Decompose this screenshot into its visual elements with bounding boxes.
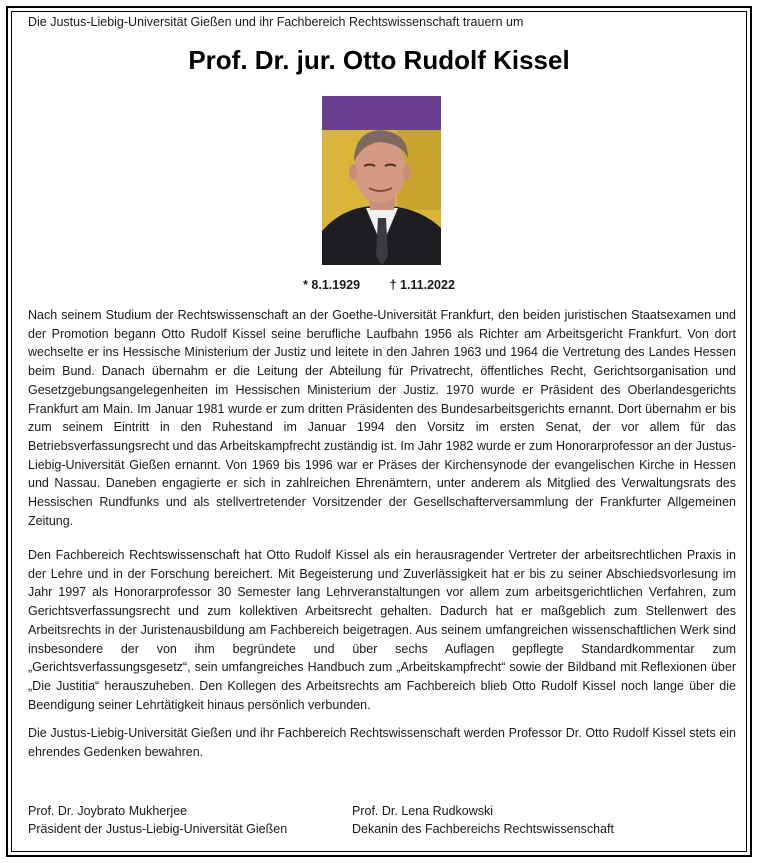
signature-dean xyxy=(352,802,614,838)
birth-date: * 8.1.1929 xyxy=(303,278,361,292)
life-dates xyxy=(0,278,758,292)
signature-president xyxy=(28,802,287,838)
signature-role: Präsident der Justus-Liebig-Universität Gießen xyxy=(28,822,288,836)
biography-paragraph: Nach seinem Studium der Rechtswissenschaft an der Goethe-Universität Frankfurt, den beiden juristischen Staatsexamen und der Promotion begann Otto Rudolf Kissel seine berufliche Laufbahn 1956 als Richter am Arbeitsgericht Frankfurt. Von dort wechselte er ins Hessische Ministerium der Justiz und leitete in den Jahren 1963 und 1964 die Vertretung des Landes Hessen beim Bund. Danach übernahm er die Leitung der Abteilung für Privatrecht, öffentliches Recht, Gerichtsorganisation und Gesetzgebungsangelegenheiten im Hessischen Ministerium der Justiz. 1970 wurde er Präsident des Oberlandesgerichts Frankfurt am Main. Im Januar 1981 wurde er zum dritten Präsidenten des Bundesarbeitsgerichts ernannt. Dort übernahm er bis zum seinem Eintritt in den Ruhestand im Januar 1994 den Vorsitz im ersten Senat, der vor allem für das Betriebsverfassungsrecht und das Arbeitskampfrecht zuständig ist. Im Jahr 1982 wurde er zum Honorarprofessor an der Justus-Liebig-Universität Gießen ernannt. Von 1969 bis 1996 war er Präses der Kirchensynode der evangelischen Kirche in Hessen und Nassau. Daneben engagierte er sich in zahlreichen Ehrenämtern, unter anderem als Mitglied des Verwaltungsrats des Hessischen Rundfunks und als stellvertretender Vorsitzender der Gesellschafterversammlung der Frankfurter Allgemeinen Zeitung. xyxy=(28,308,736,528)
signature-role: Dekanin des Fachbereichs Rechtswissenschaft xyxy=(352,822,614,836)
deceased-name: Prof. Dr. jur. Otto Rudolf Kissel xyxy=(188,45,570,75)
portrait-photo xyxy=(322,96,441,265)
teaching-paragraph: Den Fachbereich Rechtswissenschaft hat Otto Rudolf Kissel als ein herausragender Vertreter der arbeitsrechtlichen Praxis in der Lehre und in der Forschung bereichert. Mit Begeisterung und Zuverlässigkeit hat er bis zu seiner Abschiedsvorlesung im Jahr 1997 als Honorarprofessor 30 Semester lang Lehrveranstaltungen vor allem zum arbeitsgerichtlichen Verfahren, zum Gerichtsverfassungsrecht und zum kollektiven Arbeitsrecht gehalten. Dadurch hat er maßgeblich zum Stellenwert des Arbeitsrechts in der Juristenausbildung am Fachbereich beigetragen. Aus seinem umfangreichen wissenschaftlichen Werk sind insbesondere der von ihm begründete und über sechs Auflagen gepflegte Standardkommentar zum „Gerichtsverfassungsgesetz“, sein umfangreiches Handbuch zum „Arbeitskampfrecht“ sowie der Bildband mit Reflexionen über „Die Justitia“ herauszuheben. Den Kollegen des Arbeitsrechts am Fachbereich blieb Otto Rudolf Kissel noch lange über die Beendigung seiner Lehrtätigkeit hinaus persönlich verbunden. xyxy=(28,548,736,712)
death-date: † 1.11.2022 xyxy=(389,278,455,292)
closing-paragraph: Die Justus-Liebig-Universität Gießen und ihr Fachbereich Rechtswissenschaft werden Professor Dr. Otto Rudolf Kissel stets ein ehrendes Gedenken bewahren. xyxy=(28,726,736,759)
signature-name: Prof. Dr. Lena Rudkowski xyxy=(352,804,494,818)
intro-line: Die Justus-Liebig-Universität Gießen und ihr Fachbereich Rechtswissenschaft trauern um xyxy=(28,15,524,29)
portrait-image xyxy=(322,96,441,265)
signature-name: Prof. Dr. Joybrato Mukherjee xyxy=(28,804,188,818)
